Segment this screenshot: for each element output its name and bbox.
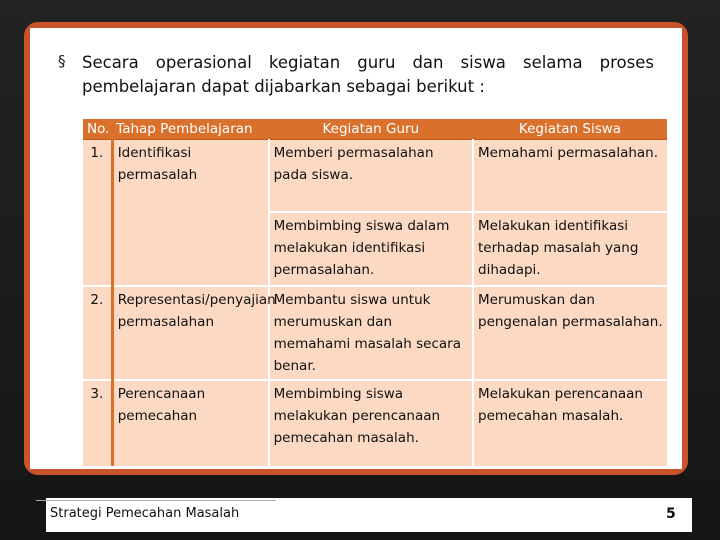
row-guru: Membantu siswa untuk merumuskan dan memahami masalah secara benar. xyxy=(269,286,473,380)
row-siswa: Merumuskan dan pengenalan permasalahan. xyxy=(473,286,667,380)
row-no: 1. xyxy=(83,140,112,286)
row-tahap: Representasi/penyajian permasalahan xyxy=(112,286,268,380)
row-guru: Membimbing siswa dalam melakukan identifikasi permasalahan. xyxy=(269,212,473,286)
table-header-row xyxy=(83,119,667,140)
row-siswa: Memahami permasalahan. xyxy=(473,140,667,212)
bullet-icon: § xyxy=(58,52,66,70)
row-no: 3. xyxy=(83,380,112,466)
page-number: 5 xyxy=(666,506,676,522)
intro-paragraph xyxy=(82,51,654,99)
table-row xyxy=(83,286,667,380)
header-no: No. xyxy=(83,119,112,140)
table-row xyxy=(83,380,667,466)
intro-line-2: pembelajaran dapat dijabarkan sebagai berikut : xyxy=(82,77,485,96)
row-no: 2. xyxy=(83,286,112,380)
row-guru: Memberi permasalahan pada siswa. xyxy=(269,140,473,212)
row-guru: Membimbing siswa melakukan perencanaan pemecahan masalah. xyxy=(269,380,473,466)
row-tahap: Identifikasi permasalah xyxy=(112,140,268,286)
row-siswa: Melakukan perencanaan pemecahan masalah. xyxy=(473,380,667,466)
header-guru: Kegiatan Guru xyxy=(269,119,473,140)
row-siswa: Melakukan identifikasi terhadap masalah yang dihadapi. xyxy=(473,212,667,286)
row-tahap: Perencanaan pemecahan xyxy=(112,380,268,466)
intro-line-1: Secara operasional kegiatan guru dan siswa selama proses xyxy=(82,53,654,72)
header-siswa: Kegiatan Siswa xyxy=(473,119,667,140)
footer-title: Strategi Pemecahan Masalah xyxy=(50,506,240,521)
table-row xyxy=(83,140,667,212)
header-tahap: Tahap Pembelajaran xyxy=(112,119,268,140)
activity-table xyxy=(83,119,667,466)
